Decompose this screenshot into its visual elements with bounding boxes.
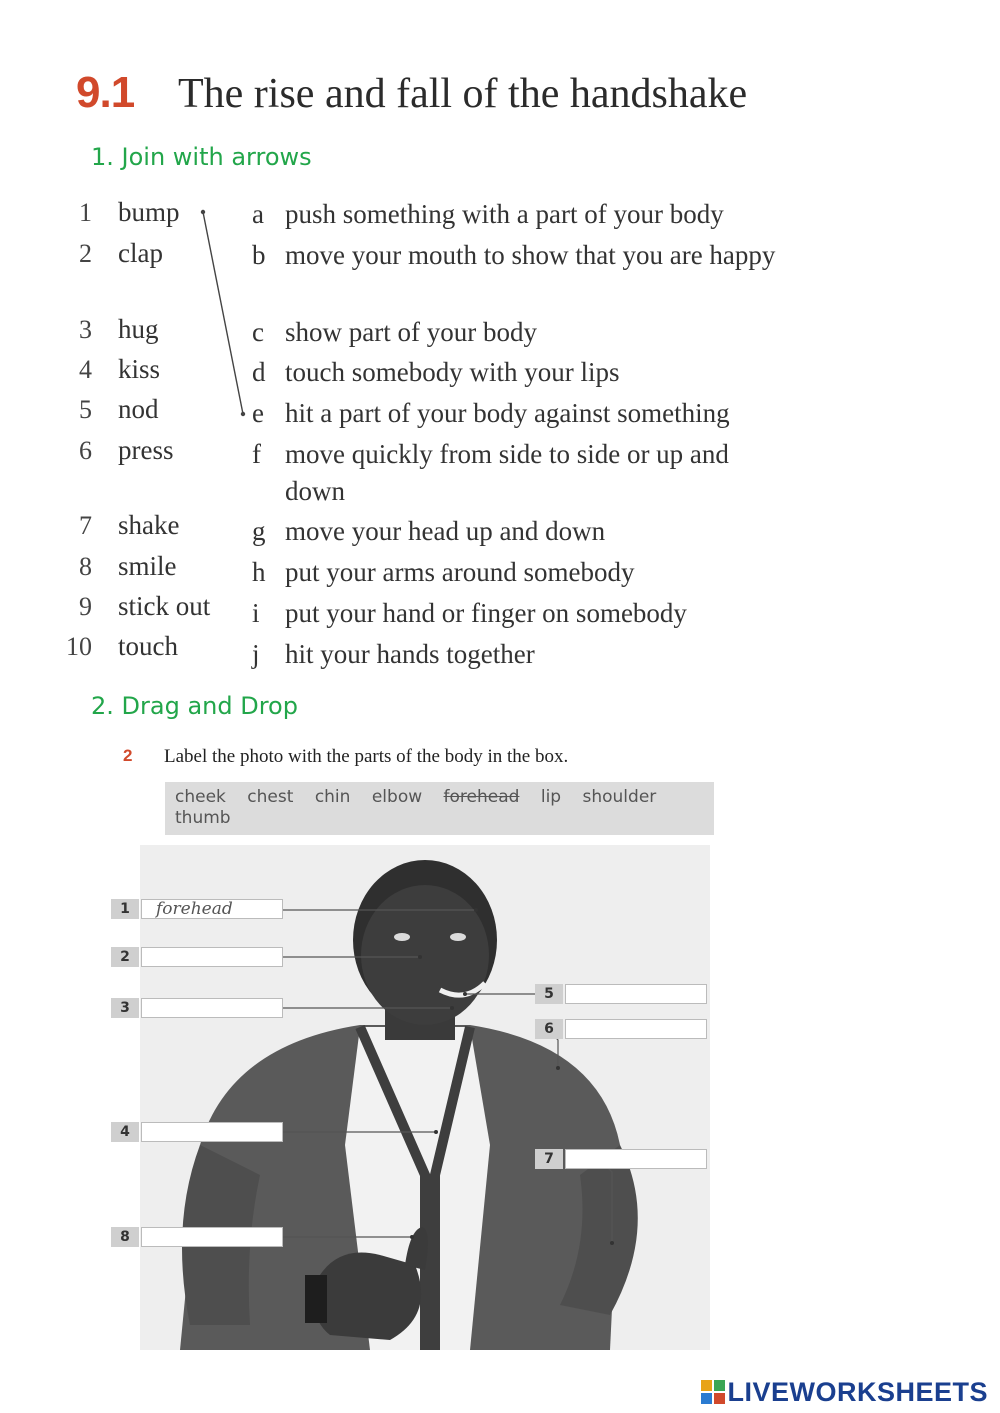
word-item: 2 bbox=[79, 239, 92, 268]
label-number: 8 bbox=[111, 1227, 139, 1247]
word-nod[interactable]: nod bbox=[118, 394, 159, 424]
word-item: 6 bbox=[79, 436, 92, 465]
word-hug[interactable]: hug bbox=[118, 314, 159, 344]
drop-box-7[interactable] bbox=[565, 1149, 707, 1169]
drag-word-chest[interactable]: chest bbox=[247, 787, 294, 807]
definition-i[interactable]: put your hand or finger on somebody bbox=[285, 598, 687, 628]
def-letter: d bbox=[252, 357, 266, 387]
definition-b[interactable]: move your mouth to show that you are happy bbox=[285, 240, 776, 270]
word-stick-out[interactable]: stick out bbox=[118, 591, 211, 621]
task-instruction: Label the photo with the parts of the body in the box. bbox=[164, 746, 569, 767]
page-title: The rise and fall of the handshake bbox=[178, 71, 748, 117]
drag-word-thumb[interactable]: thumb bbox=[175, 808, 231, 828]
label-number: 6 bbox=[535, 1019, 563, 1039]
definition-h[interactable]: put your arms around somebody bbox=[285, 557, 635, 587]
word-bump[interactable]: bump bbox=[118, 197, 180, 227]
word-shake[interactable]: shake bbox=[118, 510, 180, 540]
drop-box-6[interactable] bbox=[565, 1019, 707, 1039]
word-item: 5 bbox=[79, 395, 92, 424]
word-item[interactable]: 1 bbox=[79, 198, 92, 227]
task-number: 2 bbox=[123, 746, 133, 765]
brand-logo bbox=[701, 1377, 988, 1408]
def-letter: c bbox=[252, 317, 264, 347]
definition-a[interactable]: push something with a part of your body bbox=[285, 199, 724, 229]
drag-word-shoulder[interactable]: shoulder bbox=[582, 787, 657, 807]
drop-box-4[interactable] bbox=[141, 1122, 283, 1142]
definition-c[interactable]: show part of your body bbox=[285, 317, 537, 347]
def-letter: i bbox=[252, 598, 260, 628]
definition-d[interactable]: touch somebody with your lips bbox=[285, 357, 620, 387]
def-letter: g bbox=[252, 516, 266, 546]
word-item: 10 bbox=[66, 632, 92, 661]
drop-box-2[interactable] bbox=[141, 947, 283, 967]
def-letter: f bbox=[252, 439, 261, 469]
word-kiss[interactable]: kiss bbox=[118, 354, 161, 384]
drag-word-forehead: forehead bbox=[443, 787, 520, 807]
drop-box-8[interactable] bbox=[141, 1227, 283, 1247]
word-item: 3 bbox=[79, 315, 92, 344]
drag-word-elbow[interactable]: elbow bbox=[371, 787, 423, 807]
word-item: 7 bbox=[79, 511, 92, 540]
definition-j[interactable]: hit your hands together bbox=[285, 639, 535, 669]
word-item: 4 bbox=[79, 355, 92, 384]
word-smile[interactable]: smile bbox=[118, 551, 177, 581]
definition-g[interactable]: move your head up and down bbox=[285, 516, 606, 546]
drop-box-5[interactable] bbox=[565, 984, 707, 1004]
def-letter: b bbox=[252, 240, 266, 270]
def-letter: j bbox=[252, 639, 260, 669]
word-item: 8 bbox=[79, 552, 92, 581]
label-number: 4 bbox=[111, 1122, 139, 1142]
drag-word-cheek[interactable]: cheek bbox=[175, 787, 226, 807]
label-number: 5 bbox=[535, 984, 563, 1004]
definition-f[interactable]: move quickly from side to side or up and down bbox=[285, 439, 729, 506]
brand-icon bbox=[701, 1380, 725, 1404]
drop-box-3[interactable] bbox=[141, 998, 283, 1018]
label-box-1 bbox=[141, 899, 283, 919]
section-1-title: 1. Join with arrows bbox=[91, 143, 312, 171]
word-press[interactable]: press bbox=[118, 435, 174, 465]
word-clap[interactable]: clap bbox=[118, 238, 163, 268]
unit-number: 9.1 bbox=[76, 68, 135, 117]
word-item: 9 bbox=[79, 592, 92, 621]
definition-e[interactable]: hit a part of your body against something bbox=[285, 398, 730, 428]
word-touch[interactable]: touch bbox=[118, 631, 178, 661]
label-number: 7 bbox=[535, 1149, 563, 1169]
label-number: 1 bbox=[111, 899, 139, 919]
def-letter: e bbox=[252, 398, 264, 428]
label-number: 2 bbox=[111, 947, 139, 967]
drag-word-chin[interactable]: chin bbox=[314, 787, 351, 807]
def-letter: h bbox=[252, 557, 266, 587]
label-number: 3 bbox=[111, 998, 139, 1018]
section-2-title: 2. Drag and Drop bbox=[91, 692, 298, 720]
label-answer: forehead bbox=[156, 899, 233, 919]
brand-text: LIVEWORKSHEETS bbox=[727, 1377, 988, 1407]
drag-word-lip[interactable]: lip bbox=[540, 787, 562, 807]
def-letter: a bbox=[252, 199, 264, 229]
